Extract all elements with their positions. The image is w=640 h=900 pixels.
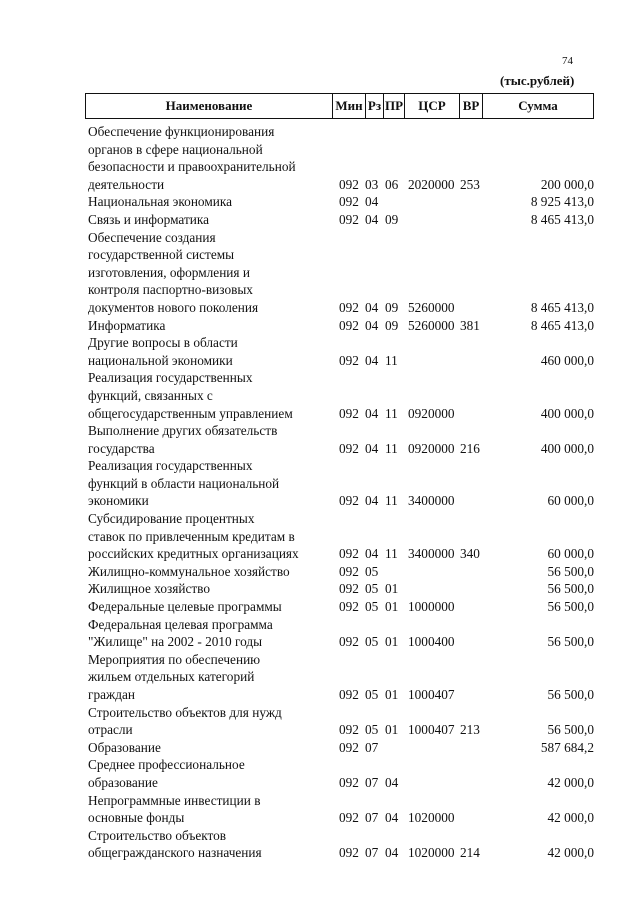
table-body [0,123,640,862]
cell-pr: 09 [385,211,399,227]
cell-csr: 1000407 [408,687,455,702]
cell-pr: 01 [385,722,399,738]
cell-min: 092 [339,546,359,562]
header-csr: ЦСР [405,94,460,118]
cell-sum: 60 000,0 [547,546,594,562]
cell-rz: 05 [365,563,379,579]
cell-rz: 05 [365,687,379,702]
cell-pr: 04 [385,810,399,826]
cell-name: Жилищно-коммунальное хозяйство [88,563,290,579]
cell-vr: 216 [460,440,480,456]
cell-min: 092 [339,722,359,738]
cell-min: 092 [339,211,359,227]
cell-vr: 340 [460,546,480,562]
cell-rz: 04 [365,352,379,368]
cell-min: 092 [339,493,359,509]
table-row [0,317,640,335]
cell-name: Федеральные целевые программы [88,599,282,615]
cell-name: Выполнение других обязательств государства [88,423,278,456]
cell-sum: 56 500,0 [547,634,594,650]
cell-rz: 04 [365,493,379,509]
cell-sum: 8 925 413,0 [530,194,594,210]
cell-vr: 381 [460,317,480,333]
cell-sum: 8 465 413,0 [530,299,594,315]
cell-rz: 05 [365,722,379,738]
cell-min: 092 [339,299,359,315]
header-pr: ПР [384,94,405,118]
cell-csr: 5260000 [408,299,455,315]
cell-pr: 11 [385,546,398,562]
cell-name: Информатика [88,317,166,333]
cell-csr: 1000407 [408,722,455,738]
cell-pr: 01 [385,634,399,650]
table-row [0,651,640,704]
cell-rz: 04 [365,317,379,333]
cell-min: 092 [339,774,359,790]
table-header [85,93,594,119]
header-rz: Рз [366,94,384,118]
cell-min: 092 [339,739,359,755]
table-row [0,756,640,791]
cell-sum: 200 000,0 [540,176,594,192]
cell-name: Обеспечение функционирования органов в сфере национальной безопасности и правоохранительной деятельности [88,124,296,192]
cell-min: 092 [339,440,359,456]
table-row [0,598,640,616]
cell-pr: 11 [385,352,398,368]
page-number: 74 [562,55,573,67]
cell-csr: 2020000 [408,176,455,192]
cell-min: 092 [339,405,359,421]
cell-sum: 400 000,0 [540,440,594,456]
cell-rz: 04 [365,405,379,421]
cell-rz: 07 [365,810,379,826]
cell-name: Мероприятия по обеспечению жильем отдельных категорий граждан [88,651,261,702]
cell-name: Жилищное хозяйство [88,581,210,597]
table-row [0,563,640,581]
table-row [0,193,640,211]
cell-rz: 05 [365,581,379,597]
table-row [0,457,640,510]
cell-name: Национальная экономика [88,194,233,210]
cell-name: Среднее профессиональное образование [88,757,245,790]
table-row [0,704,640,739]
cell-rz: 04 [365,194,379,210]
cell-name: Реализация государственных функций, связанных с общегосударственным управлением [88,370,293,421]
cell-min: 092 [339,352,359,368]
cell-name: Субсидирование процентных ставок по привлеченным кредитам в российских кредитных организациях [88,511,299,562]
cell-min: 092 [339,581,359,597]
cell-rz: 04 [365,546,379,562]
cell-min: 092 [339,176,359,192]
cell-pr: 01 [385,687,399,702]
header-vr: ВР [460,94,483,118]
cell-pr: 04 [385,845,399,861]
table-row [0,739,640,757]
cell-csr: 1000000 [408,599,455,615]
cell-min: 092 [339,687,359,702]
cell-sum: 56 500,0 [547,581,594,597]
cell-min: 092 [339,634,359,650]
cell-pr: 09 [385,299,399,315]
cell-pr: 11 [385,493,398,509]
cell-pr: 11 [385,440,398,456]
cell-name: Строительство объектов общегражданского назначения [88,827,262,861]
cell-sum: 42 000,0 [547,810,594,826]
cell-sum: 587 684,2 [540,739,594,755]
cell-pr: 04 [385,774,399,790]
cell-sum: 8 465 413,0 [530,211,594,227]
cell-name: Связь и информатика [88,211,210,227]
cell-vr: 213 [460,722,480,738]
table-row [0,211,640,229]
table-row [0,334,640,369]
cell-sum: 460 000,0 [540,352,594,368]
cell-name: Образование [88,739,161,755]
cell-csr: 1020000 [408,845,455,861]
cell-name: Непрограммные инвестиции в основные фонды [88,792,261,826]
cell-csr: 3400000 [408,546,455,562]
cell-rz: 07 [365,845,379,861]
cell-rz: 04 [365,299,379,315]
cell-csr: 0920000 [408,405,455,421]
cell-min: 092 [339,563,359,579]
cell-name: Реализация государственных функций в области национальной экономики [88,458,280,509]
cell-vr: 253 [460,176,480,192]
cell-name: Строительство объектов для нужд отрасли [88,704,282,738]
cell-min: 092 [339,194,359,210]
cell-csr: 1000400 [408,634,455,650]
cell-sum: 8 465 413,0 [530,317,594,333]
cell-sum: 42 000,0 [547,845,594,861]
table-row [0,422,640,457]
cell-sum: 60 000,0 [547,493,594,509]
cell-name: Обеспечение создания государственной системы изготовления, оформления и контроля паспортно-визовых документов нового поколения [88,229,259,315]
table-row [0,123,640,193]
cell-pr: 09 [385,317,399,333]
header-name: Наименование [86,94,333,118]
table-row [0,510,640,563]
header-min: Мин [333,94,366,118]
units-label: (тыс.рублей) [500,73,575,88]
header-sum: Сумма [518,98,558,113]
table-row [0,616,640,651]
cell-sum: 56 500,0 [547,722,594,738]
cell-pr: 11 [385,405,398,421]
cell-rz: 03 [365,176,379,192]
cell-min: 092 [339,810,359,826]
cell-sum: 56 500,0 [547,687,594,702]
cell-csr: 1020000 [408,810,455,826]
cell-rz: 05 [365,634,379,650]
cell-rz: 05 [365,599,379,615]
cell-sum: 56 500,0 [547,563,594,579]
table-row [0,827,640,862]
table-row [0,580,640,598]
cell-name: Федеральная целевая программа "Жилище" на 2002 - 2010 годы [88,616,273,650]
cell-sum: 400 000,0 [540,405,594,421]
cell-min: 092 [339,599,359,615]
cell-pr: 01 [385,581,399,597]
cell-rz: 07 [365,739,379,755]
cell-vr: 214 [460,845,480,861]
cell-csr: 5260000 [408,317,455,333]
cell-rz: 04 [365,211,379,227]
cell-sum: 42 000,0 [547,774,594,790]
cell-name: Другие вопросы в области национальной экономики [88,335,238,368]
cell-min: 092 [339,317,359,333]
table-row [0,369,640,422]
table-row [0,792,640,827]
table-row [0,229,640,317]
cell-pr: 06 [385,176,399,192]
cell-rz: 07 [365,774,379,790]
cell-pr: 01 [385,599,399,615]
cell-csr: 0920000 [408,440,455,456]
cell-rz: 04 [365,440,379,456]
cell-min: 092 [339,845,359,861]
cell-csr: 3400000 [408,493,455,509]
cell-sum: 56 500,0 [547,599,594,615]
